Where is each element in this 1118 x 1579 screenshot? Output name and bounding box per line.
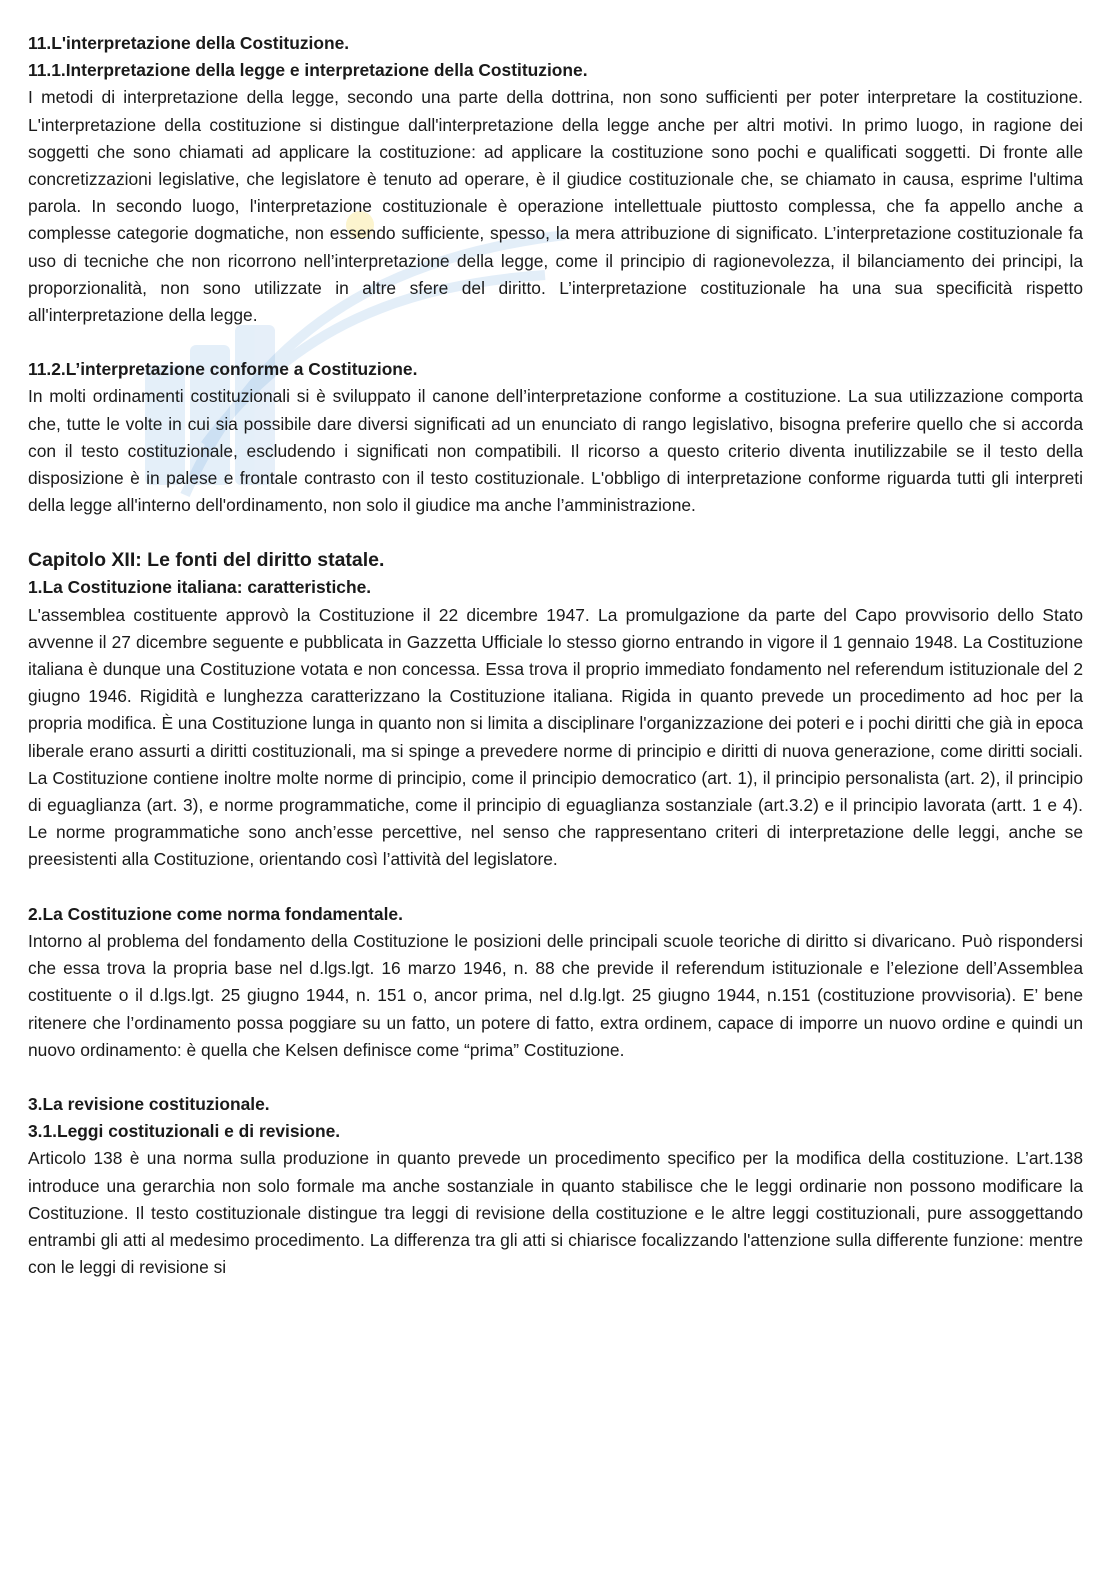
section-heading: 11.L'interpretazione della Costituzione. [28,33,350,53]
subsection-heading: 11.2.L’interpretazione conforme a Costituzione. [28,359,418,380]
paragraph: Articolo 138 è una norma sulla produzione in quanto prevede un procedimento specifico per la modifica della costituzione. L’art.138 introduce una gerarchia non solo formale ma anche sostanziale in quanto stabilisce che le leggi ordinarie non possono modificare la Costituzione. Il testo costituzionale distingue tra leggi di revisione della costituzione e le altre leggi costituzionali, pure assoggettando entrambi gli atti al medesimo procedimento. La differenza tra gli atti si chiarisce focalizzando l'attenzione sulla differente funzione: mentre con le leggi di revisione si [28,1148,1083,1278]
section-heading: 3.La revisione costituzionale. [28,1093,270,1114]
paragraph: In molti ordinamenti costituzionali si è sviluppato il canone dell’interpretazione conforme a costituzione. La sua utilizzazione comporta che, tutte le volte in cui sia possibile dare diversi significati ad un enunciato di rango legislativo, bisogna preferire quello che si accorda con il testo costituzionale, escludendo i significati non compatibili. Il ricorso a questo criterio diventa inutilizzabile se il testo della disposizione è in palese e frontale contrasto con il testo costituzionale. L'obbligo di interpretazione conforme riguarda tutti gli interpreti della legge all'interno dell'ordinamento, non solo il giudice ma anche l’amministrazione. [28,386,1083,516]
subsection-heading: 11.1.Interpretazione della legge e interpretazione della Costituzione. [28,60,588,81]
chapter-heading: Capitolo XII: Le fonti del diritto statale. [28,549,385,572]
section-heading: 2.La Costituzione come norma fondamentale. [28,903,403,924]
paragraph: L'assemblea costituente approvò la Costituzione il 22 dicembre 1947. La promulgazione da parte del Capo provvisorio dello Stato avvenne il 27 dicembre seguente e pubblicata in Gazzetta Ufficiale lo stesso giorno entrando in vigore il 1 gennaio 1948. La Costituzione italiana è dunque una Costituzione votata e non concessa. Essa trova il proprio immediato fondamento nel referendum istituzionale del 2 giugno 1946. Rigidità e lunghezza caratterizzano la Costituzione italiana. Rigida in quanto prevede un procedimento ad hoc per la propria modifica. È una Costituzione lunga in quanto non si limita a disciplinare l'organizzazione dei poteri e i pochi diritti che già in epoca liberale erano assurti a diritti costituzionali, ma si spinge a prevedere norme di principio e diritti di nuova generazione, come diritti sociali. La Costituzione contiene inoltre molte norme di principio, come il principio democratico (art. 1), il principio personalista (art. 2), il principio di eguaglianza (art. 3), e norme programmatiche, come il principio di eguaglianza sostanziale (art.3.2) e il principio lavorata (artt. 1 e 4). Le norme programmatiche sono anch’esse percettive, nel senso che rappresentano criteri di interpretazione delle leggi, anche se preesistenti alla Costituzione, orientando così l’attività del legislatore. [28,604,1083,870]
paragraph: Intorno al problema del fondamento della Costituzione le posizioni delle principali scuole teoriche di diritto si divaricano. Può rispondersi che essa trova la propria base nel d.lgs.lgt. 16 marzo 1946, n. 88 che previde il referendum istituzionale e l’elezione dell’Assemblea costituente o il d.lgs.lgt. 25 giugno 1944, n. 151 o, ancor prima, nel d.lg.lgt. 25 giugno 1944, n.151 (costituzione provvisoria). E’ bene ritenere che l’ordinamento possa poggiare su un fatto, un potere di fatto, extra ordinem, capace di imporre un nuovo ordine e quindi un nuovo ordinamento: è quella che Kelsen definisce come “prima” Costituzione. [28,930,1083,1060]
subsection-heading: 3.1.Leggi costituzionali e di revisione. [28,1121,341,1142]
section-heading: 1.La Costituzione italiana: caratteristiche. [28,577,372,598]
paragraph: I metodi di interpretazione della legge, secondo una parte della dottrina, non sono sufficienti per poter interpretare la costituzione. L'interpretazione della costituzione si distingue dall'interpretazione della legge anche per altri motivi. In primo luogo, in ragione dei soggetti che sono chiamati ad applicare la costituzione: ad applicare la costituzione sono pochi e qualificati soggetti. Di fronte alle concretizzazioni legislative, che legislatore è tenuto ad operare, è il giudice costituzionale che, se chiamato in causa, esprime l'ultima parola. In secondo luogo, l'interpretazione costituzionale è operazione intellettuale piuttosto complessa, che fa appello anche a complesse categorie dogmatiche, non essendo sufficiente, spesso, la mera attribuzione di significato. L’interpretazione costituzionale fa uso di tecniche che non ricorrono nell’interpretazione della legge, come il principio di ragionevolezza, il bilanciamento dei principi, la proporzionalità, non sono utilizzate in altre sfere del diritto. L’interpretazione costituzionale ha una sua specificità rispetto all'interpretazione della legge. [28,87,1083,326]
document-page [28,30,1083,1281]
